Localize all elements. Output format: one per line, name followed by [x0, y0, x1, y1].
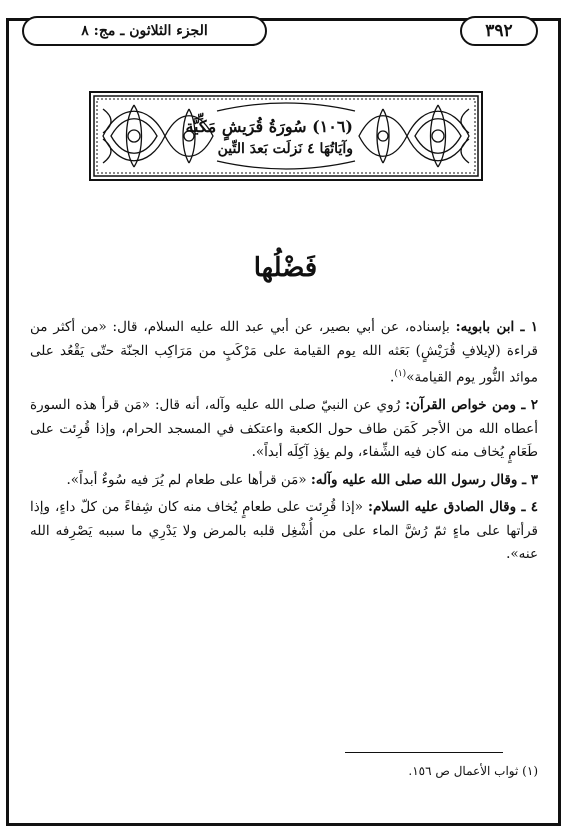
paragraph-lead: ٤ ـ وقال الصادق عليه السلام:	[367, 499, 538, 515]
page-number: ٣٩٢	[485, 21, 513, 41]
paragraph-lead: ٣ ـ وقال رسول الله صلى الله عليه وآله:	[310, 471, 538, 488]
footnote-divider	[345, 752, 503, 753]
page-number-box	[460, 16, 538, 46]
paragraph	[30, 469, 538, 493]
surah-subtitle: وآيَاتُهَا ٤ نَزلَت بَعدَ التِّين	[217, 141, 353, 157]
paragraph-text: رُوي عن النبيّ صلى الله عليه وآله، أنه قال: «مَن قرأ هذه السورة أعطاه الله من الأجر كَمَن طاف حول الكعبة واعتكف في المسجد الحرام، وإذا قُرِئت على طَعَامٍ يُخاف منه كان فيه الشِّفاء، ولم يؤذِ آكِلَه أبداً».	[30, 397, 538, 460]
paragraph	[30, 496, 538, 567]
paragraph-text: «إذا قُرِئت على طعامٍ يُخاف منه كان شِفاءً من كلّ داءٍ، وإذا قرأتها على ماءٍ ثمّ رُشَّ الماء على من أُشْغِل قلبه بالمرض ولا يَدْرِي ما سببه يَصْرِفه الله عنه».	[30, 499, 538, 562]
surah-title: (١٠٦) سُورَةُ قُرَيشٍ مَكِّيَّة	[185, 117, 353, 136]
paragraph-text: بإسناده، عن أبي بصير، عن أبي عبد الله عليه السلام، قال: «من أكثر من قراءة (لإيلافِ قُرَيْشٍ) بَعَثه الله يوم القيامة على مَرْكَبٍ من مَرَاكِب الجنّة حتّى يَقْعُد على موائد النُّور يوم القيامة»	[30, 319, 539, 386]
paragraph-tail: .	[390, 369, 395, 386]
running-title: الجزء الثلاثون ـ مج: ٨	[81, 23, 208, 39]
footnote-ref: (١)	[394, 369, 407, 379]
paragraph-text: «مَن قرأها على طعام لم يُرَ فيه سُوءٌ أبداً».	[66, 471, 311, 488]
surah-banner	[89, 91, 483, 181]
running-header	[22, 16, 267, 46]
ornamental-frame	[89, 91, 483, 181]
body-text	[30, 316, 538, 571]
paragraph	[30, 394, 538, 465]
paragraph	[30, 316, 538, 390]
footnote: (١) ثواب الأعمال ص ١٥٦.	[408, 764, 538, 778]
paragraph-lead: ١ ـ ابن بابويه:	[455, 319, 538, 335]
section-heading: فَضْلُها	[253, 253, 318, 283]
paragraph-lead: ٢ ـ ومن خواص القرآن:	[405, 397, 538, 413]
